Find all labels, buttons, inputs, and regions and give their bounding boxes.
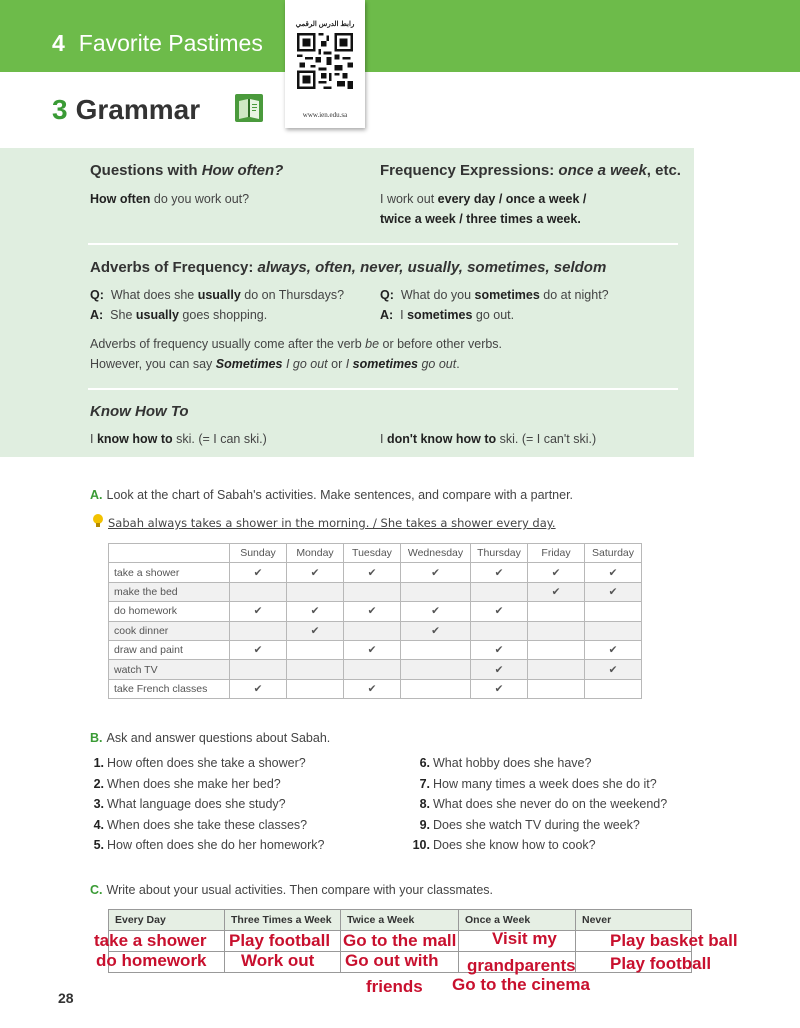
- q1-post: do on Thursdays?: [240, 288, 345, 302]
- question-item: [82, 756, 306, 770]
- know2-post: ski. (= I can't ski.): [496, 432, 597, 446]
- handwritten-answer: Work out: [241, 951, 315, 970]
- column-every-day: Every Day: [109, 910, 225, 931]
- check-mark: ✔: [344, 679, 401, 698]
- know1-post: ski. (= I can ski.): [172, 432, 267, 446]
- note2-period: .: [456, 357, 460, 371]
- note2-mid1: I go out: [282, 357, 328, 371]
- frequency-heading: [380, 162, 681, 179]
- question-item: [408, 818, 640, 832]
- note2-bold2: sometimes: [352, 357, 418, 371]
- question-text: How many times a week does she do it?: [433, 777, 657, 791]
- exercise-c-instruction: [90, 883, 493, 897]
- activity-name: draw and paint: [109, 640, 230, 659]
- check-mark: ✔: [401, 602, 471, 621]
- check-mark: ✔: [471, 563, 528, 582]
- exercise-c-text: Write about your usual activities. Then compare with your classmates.: [106, 883, 494, 897]
- activity-row: [109, 602, 642, 621]
- handwritten-answer: Visit my: [492, 929, 557, 948]
- adverbs-note-2: [90, 357, 460, 371]
- know1-bold: know how to: [96, 432, 173, 446]
- check-mark: ✔: [344, 563, 401, 582]
- book-icon: [234, 93, 264, 123]
- empty-cell: [585, 621, 642, 640]
- qr-code-icon: [297, 33, 353, 89]
- question-item: [82, 818, 307, 832]
- check-mark: ✔: [585, 582, 642, 601]
- note2-end: go out: [417, 357, 457, 371]
- day-header: Friday: [528, 544, 585, 563]
- qr-url: www.ien.edu.sa: [302, 111, 348, 119]
- question-text: What does she never do on the weekend?: [433, 797, 668, 811]
- empty-cell: [344, 660, 401, 679]
- frequency-heading-italic: once a week: [558, 162, 647, 179]
- activity-name: do homework: [109, 602, 230, 621]
- empty-cell: [471, 582, 528, 601]
- handwritten-answer: take a shower: [94, 931, 207, 950]
- activity-row: [109, 563, 642, 582]
- question-number: 10.: [412, 838, 430, 852]
- note1-pre: Adverbs of frequency usually come after the verb: [90, 337, 366, 351]
- section-title-text: Grammar: [75, 94, 201, 125]
- question-text: What hobby does she have?: [433, 756, 592, 770]
- know2-pre: I: [380, 432, 387, 446]
- question-number: 2.: [93, 777, 104, 791]
- activity-row: [109, 621, 642, 640]
- question-item: [408, 797, 667, 811]
- unit-title-text: Favorite Pastimes: [78, 30, 263, 56]
- empty-cell: [401, 679, 471, 698]
- a2-pre: I: [400, 308, 408, 322]
- empty-cell: [230, 621, 287, 640]
- frequency-heading-plain: Frequency Expressions:: [380, 162, 559, 179]
- adverbs-heading-italic: always, often, never, usually, sometimes, seldom: [257, 259, 607, 276]
- question-item: [82, 797, 286, 811]
- a1-bold: usually: [135, 308, 179, 322]
- column-three-times: Three Times a Week: [225, 910, 341, 931]
- a1-pre: She: [110, 308, 136, 322]
- question-number: 1.: [93, 756, 104, 770]
- question-text: When does she take these classes?: [107, 818, 308, 832]
- how-often-heading-italic: How often?: [201, 162, 284, 179]
- handwritten-answer: Go out with: [345, 951, 439, 970]
- q1-bold: usually: [197, 288, 241, 302]
- handwritten-answer: friends: [366, 977, 423, 996]
- question-text: How often does she take a shower?: [107, 756, 306, 770]
- question-text: What language does she study?: [107, 797, 286, 811]
- unit-title: [52, 30, 263, 57]
- question-item: [82, 838, 325, 852]
- exercise-a-instruction: [90, 488, 573, 502]
- frequency-line-2-bold: twice a week / three times a week.: [380, 212, 581, 226]
- day-header: Wednesday: [401, 544, 471, 563]
- check-mark: ✔: [585, 660, 642, 679]
- question-number: 3.: [93, 797, 104, 811]
- know-how-heading-text: Know How To: [90, 403, 189, 420]
- q2-post: do at night?: [539, 288, 609, 302]
- check-mark: ✔: [344, 602, 401, 621]
- day-header: Thursday: [471, 544, 528, 563]
- column-once: Once a Week: [459, 910, 576, 931]
- handwritten-answer: Play basket ball: [610, 931, 738, 950]
- how-often-example-bold: How often: [90, 192, 151, 206]
- activity-name: cook dinner: [109, 621, 230, 640]
- know-how-example-2: [380, 432, 596, 446]
- question-number: 4.: [93, 818, 104, 832]
- day-header: Tuesday: [344, 544, 401, 563]
- empty-cell: [230, 582, 287, 601]
- adverbs-q2: [380, 288, 609, 302]
- handwritten-answer: Play football: [229, 931, 331, 950]
- empty-cell: [528, 602, 585, 621]
- question-number: 8.: [419, 797, 430, 811]
- empty-cell: [585, 679, 642, 698]
- q1-pre: What does she: [110, 288, 198, 302]
- handwritten-answer: Go to the cinema: [452, 975, 590, 994]
- activity-chart-header: [109, 544, 642, 563]
- q2-label: Q:: [380, 288, 394, 302]
- how-often-heading-plain: Questions with: [90, 162, 202, 179]
- check-mark: ✔: [585, 563, 642, 582]
- check-mark: ✔: [287, 621, 344, 640]
- empty-cell: [287, 582, 344, 601]
- empty-cell: [528, 679, 585, 698]
- adverbs-note-1: [90, 337, 502, 351]
- exercise-c-letter: C.: [90, 883, 103, 897]
- writing-table-header: [109, 910, 692, 931]
- section-number: 3: [52, 94, 68, 125]
- activity-chart: [108, 543, 642, 699]
- exercise-a-text: Look at the chart of Sabah's activities. Make sentences, and compare with a partner.: [106, 488, 574, 502]
- check-mark: ✔: [401, 621, 471, 640]
- note2-pre: However, you can say: [90, 357, 216, 371]
- question-number: 9.: [419, 818, 430, 832]
- check-mark: ✔: [471, 602, 528, 621]
- lightbulb-icon: [92, 513, 104, 529]
- adverbs-heading-plain: Adverbs of Frequency:: [90, 259, 258, 276]
- frequency-heading-tail: , etc.: [646, 162, 681, 179]
- handwritten-answer: Go to the mall: [343, 931, 457, 950]
- activity-name: take French classes: [109, 679, 230, 698]
- qr-card[interactable]: [285, 0, 365, 128]
- handwritten-answer: do homework: [96, 951, 207, 970]
- column-twice: Twice a Week: [341, 910, 459, 931]
- empty-cell: [471, 621, 528, 640]
- know-how-example-1: [90, 432, 267, 446]
- a2-post: go out.: [472, 308, 515, 322]
- check-mark: ✔: [471, 660, 528, 679]
- activity-name: make the bed: [109, 582, 230, 601]
- how-often-heading: [90, 162, 283, 179]
- note2-mid2: or: [327, 357, 346, 371]
- question-text: Does she know how to cook?: [433, 838, 596, 852]
- how-often-example-rest: do you work out?: [150, 192, 250, 206]
- check-mark: ✔: [471, 679, 528, 698]
- empty-cell: [528, 660, 585, 679]
- activity-row: [109, 679, 642, 698]
- empty-cell: [401, 660, 471, 679]
- question-number: 7.: [419, 777, 430, 791]
- frequency-line-1-pre: I work out: [380, 192, 438, 206]
- unit-number: 4: [52, 30, 65, 56]
- column-never: Never: [576, 910, 692, 931]
- day-header: Saturday: [585, 544, 642, 563]
- note1-italic: be: [365, 337, 380, 351]
- empty-cell: [344, 621, 401, 640]
- exercise-a-letter: A.: [90, 488, 103, 502]
- question-text: When does she make her bed?: [107, 777, 281, 791]
- question-item: [408, 756, 591, 770]
- check-mark: ✔: [230, 640, 287, 659]
- empty-cell: [401, 582, 471, 601]
- a1-post: goes shopping.: [178, 308, 268, 322]
- note2-bold1: Sometimes: [215, 357, 283, 371]
- check-mark: ✔: [230, 563, 287, 582]
- know2-bold: don't know how to: [386, 432, 497, 446]
- adverbs-a2: [380, 308, 514, 322]
- check-mark: ✔: [230, 602, 287, 621]
- q2-bold: sometimes: [474, 288, 540, 302]
- empty-cell: [528, 621, 585, 640]
- empty-cell: [344, 582, 401, 601]
- activity-row: [109, 660, 642, 679]
- day-header: Monday: [287, 544, 344, 563]
- check-mark: ✔: [230, 679, 287, 698]
- grammar-divider: [88, 388, 678, 390]
- check-mark: ✔: [585, 640, 642, 659]
- empty-cell: [287, 679, 344, 698]
- day-header: Sunday: [230, 544, 287, 563]
- qr-caption: رابط الدرس الرقمي: [295, 21, 355, 28]
- question-item: [82, 777, 281, 791]
- check-mark: ✔: [287, 602, 344, 621]
- frequency-line-1-bold: every day / once a week /: [437, 192, 587, 206]
- activity-row: [109, 582, 642, 601]
- empty-cell: [528, 640, 585, 659]
- activity-name: take a shower: [109, 563, 230, 582]
- question-text: How often does she do her homework?: [107, 838, 325, 852]
- handwritten-answer: Play football: [610, 954, 712, 973]
- question-number: 6.: [419, 756, 430, 770]
- empty-cell: [585, 602, 642, 621]
- a2-label: A:: [380, 308, 394, 322]
- check-mark: ✔: [344, 640, 401, 659]
- question-item: [408, 838, 596, 852]
- empty-cell: [230, 660, 287, 679]
- exercise-a-example: Sabah always takes a shower in the morning. / She takes a shower every day.: [108, 516, 556, 530]
- exercise-b-text: Ask and answer questions about Sabah.: [106, 731, 331, 745]
- adverbs-heading: [90, 259, 606, 276]
- note1-post: or before other verbs.: [379, 337, 503, 351]
- page-number: 28: [58, 990, 74, 1006]
- question-text: Does she watch TV during the week?: [433, 818, 640, 832]
- empty-cell: [287, 640, 344, 659]
- section-title: [52, 94, 200, 126]
- check-mark: ✔: [528, 582, 585, 601]
- frequency-line-2: [380, 212, 581, 226]
- adverbs-a1: [90, 308, 267, 322]
- activity-name: watch TV: [109, 660, 230, 679]
- question-number: 5.: [93, 838, 104, 852]
- activity-row: [109, 640, 642, 659]
- empty-cell: [401, 640, 471, 659]
- q1-label: Q:: [90, 288, 104, 302]
- know1-pre: I: [90, 432, 97, 446]
- exercise-b-instruction: [90, 731, 330, 745]
- empty-cell: [287, 660, 344, 679]
- a1-label: A:: [90, 308, 104, 322]
- note2-mid3: I: [345, 357, 353, 371]
- check-mark: ✔: [528, 563, 585, 582]
- grammar-box: [0, 148, 694, 457]
- question-item: [408, 777, 657, 791]
- check-mark: ✔: [287, 563, 344, 582]
- q2-pre: What do you: [400, 288, 475, 302]
- check-mark: ✔: [401, 563, 471, 582]
- frequency-line-1: [380, 192, 586, 206]
- how-often-example: [90, 192, 249, 206]
- know-how-heading: [90, 403, 189, 420]
- adverbs-q1: [90, 288, 344, 302]
- check-mark: ✔: [471, 640, 528, 659]
- handwritten-answer: grandparents: [467, 956, 576, 975]
- grammar-divider: [88, 243, 678, 245]
- activity-header-blank: [109, 544, 230, 563]
- exercise-b-letter: B.: [90, 731, 103, 745]
- a2-bold: sometimes: [407, 308, 473, 322]
